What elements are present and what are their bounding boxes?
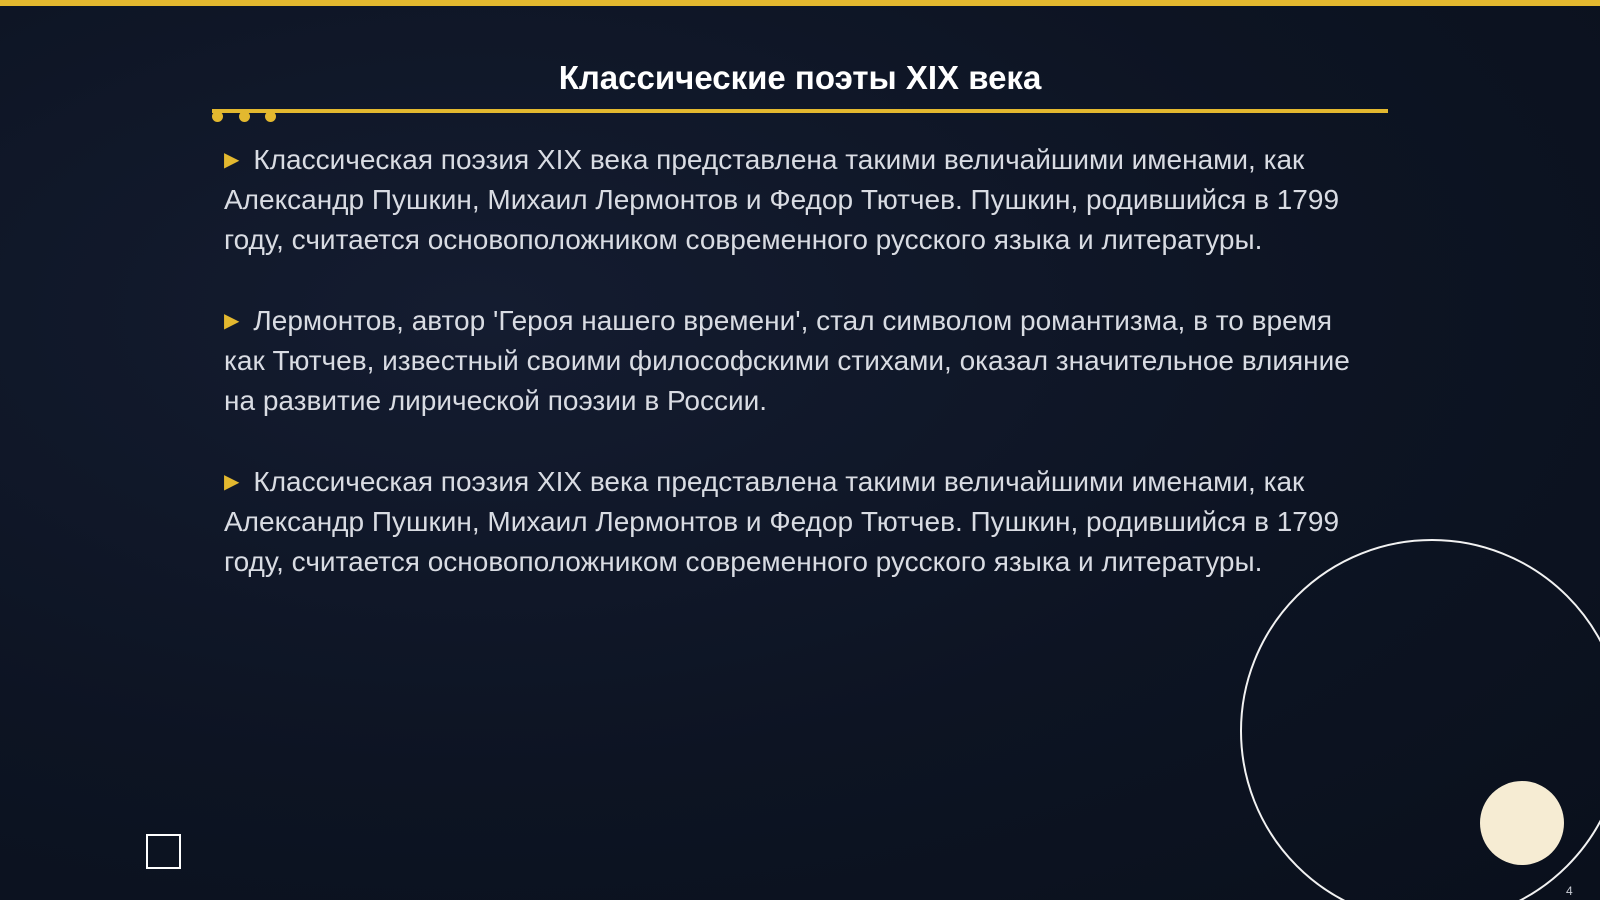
top-accent-bar (0, 0, 1600, 6)
page-number: 4 (1566, 884, 1573, 898)
bullet-text: Классическая поэзия XIX века представлена такими величайшими именами, как Александр Пушкин, Михаил Лермонтов и Федор Тютчев. Пушкин, родившийся в 1799 году, считается основоположником современного русского языка и литературы. (224, 466, 1340, 577)
slide-title: Классические поэты XIX века (558, 59, 1042, 96)
title-underline (212, 109, 1388, 113)
bullet-list (224, 140, 1374, 623)
decorative-dot (212, 111, 223, 122)
bullet-item (224, 462, 1374, 582)
bullet-item (224, 301, 1374, 421)
bullet-arrow-icon: ▶ (224, 471, 240, 493)
decorative-square (146, 834, 181, 869)
bullet-text: Лермонтов, автор 'Героя нашего времени', стал символом романтизма, в то время как Тютчев, известный своими философскими стихами, оказал значительное влияние на развитие лирической поэзии в России. (224, 305, 1350, 416)
bullet-arrow-icon: ▶ (224, 310, 240, 332)
decorative-dot (265, 111, 276, 122)
decorative-dot (239, 111, 250, 122)
decorative-circle-filled (1480, 781, 1564, 865)
bullet-text: Классическая поэзия XIX века представлена такими величайшими именами, как Александр Пушкин, Михаил Лермонтов и Федор Тютчев. Пушкин, родившийся в 1799 году, считается основоположником современного русского языка и литературы. (224, 144, 1340, 255)
bullet-arrow-icon: ▶ (224, 149, 240, 171)
bullet-item (224, 140, 1374, 260)
